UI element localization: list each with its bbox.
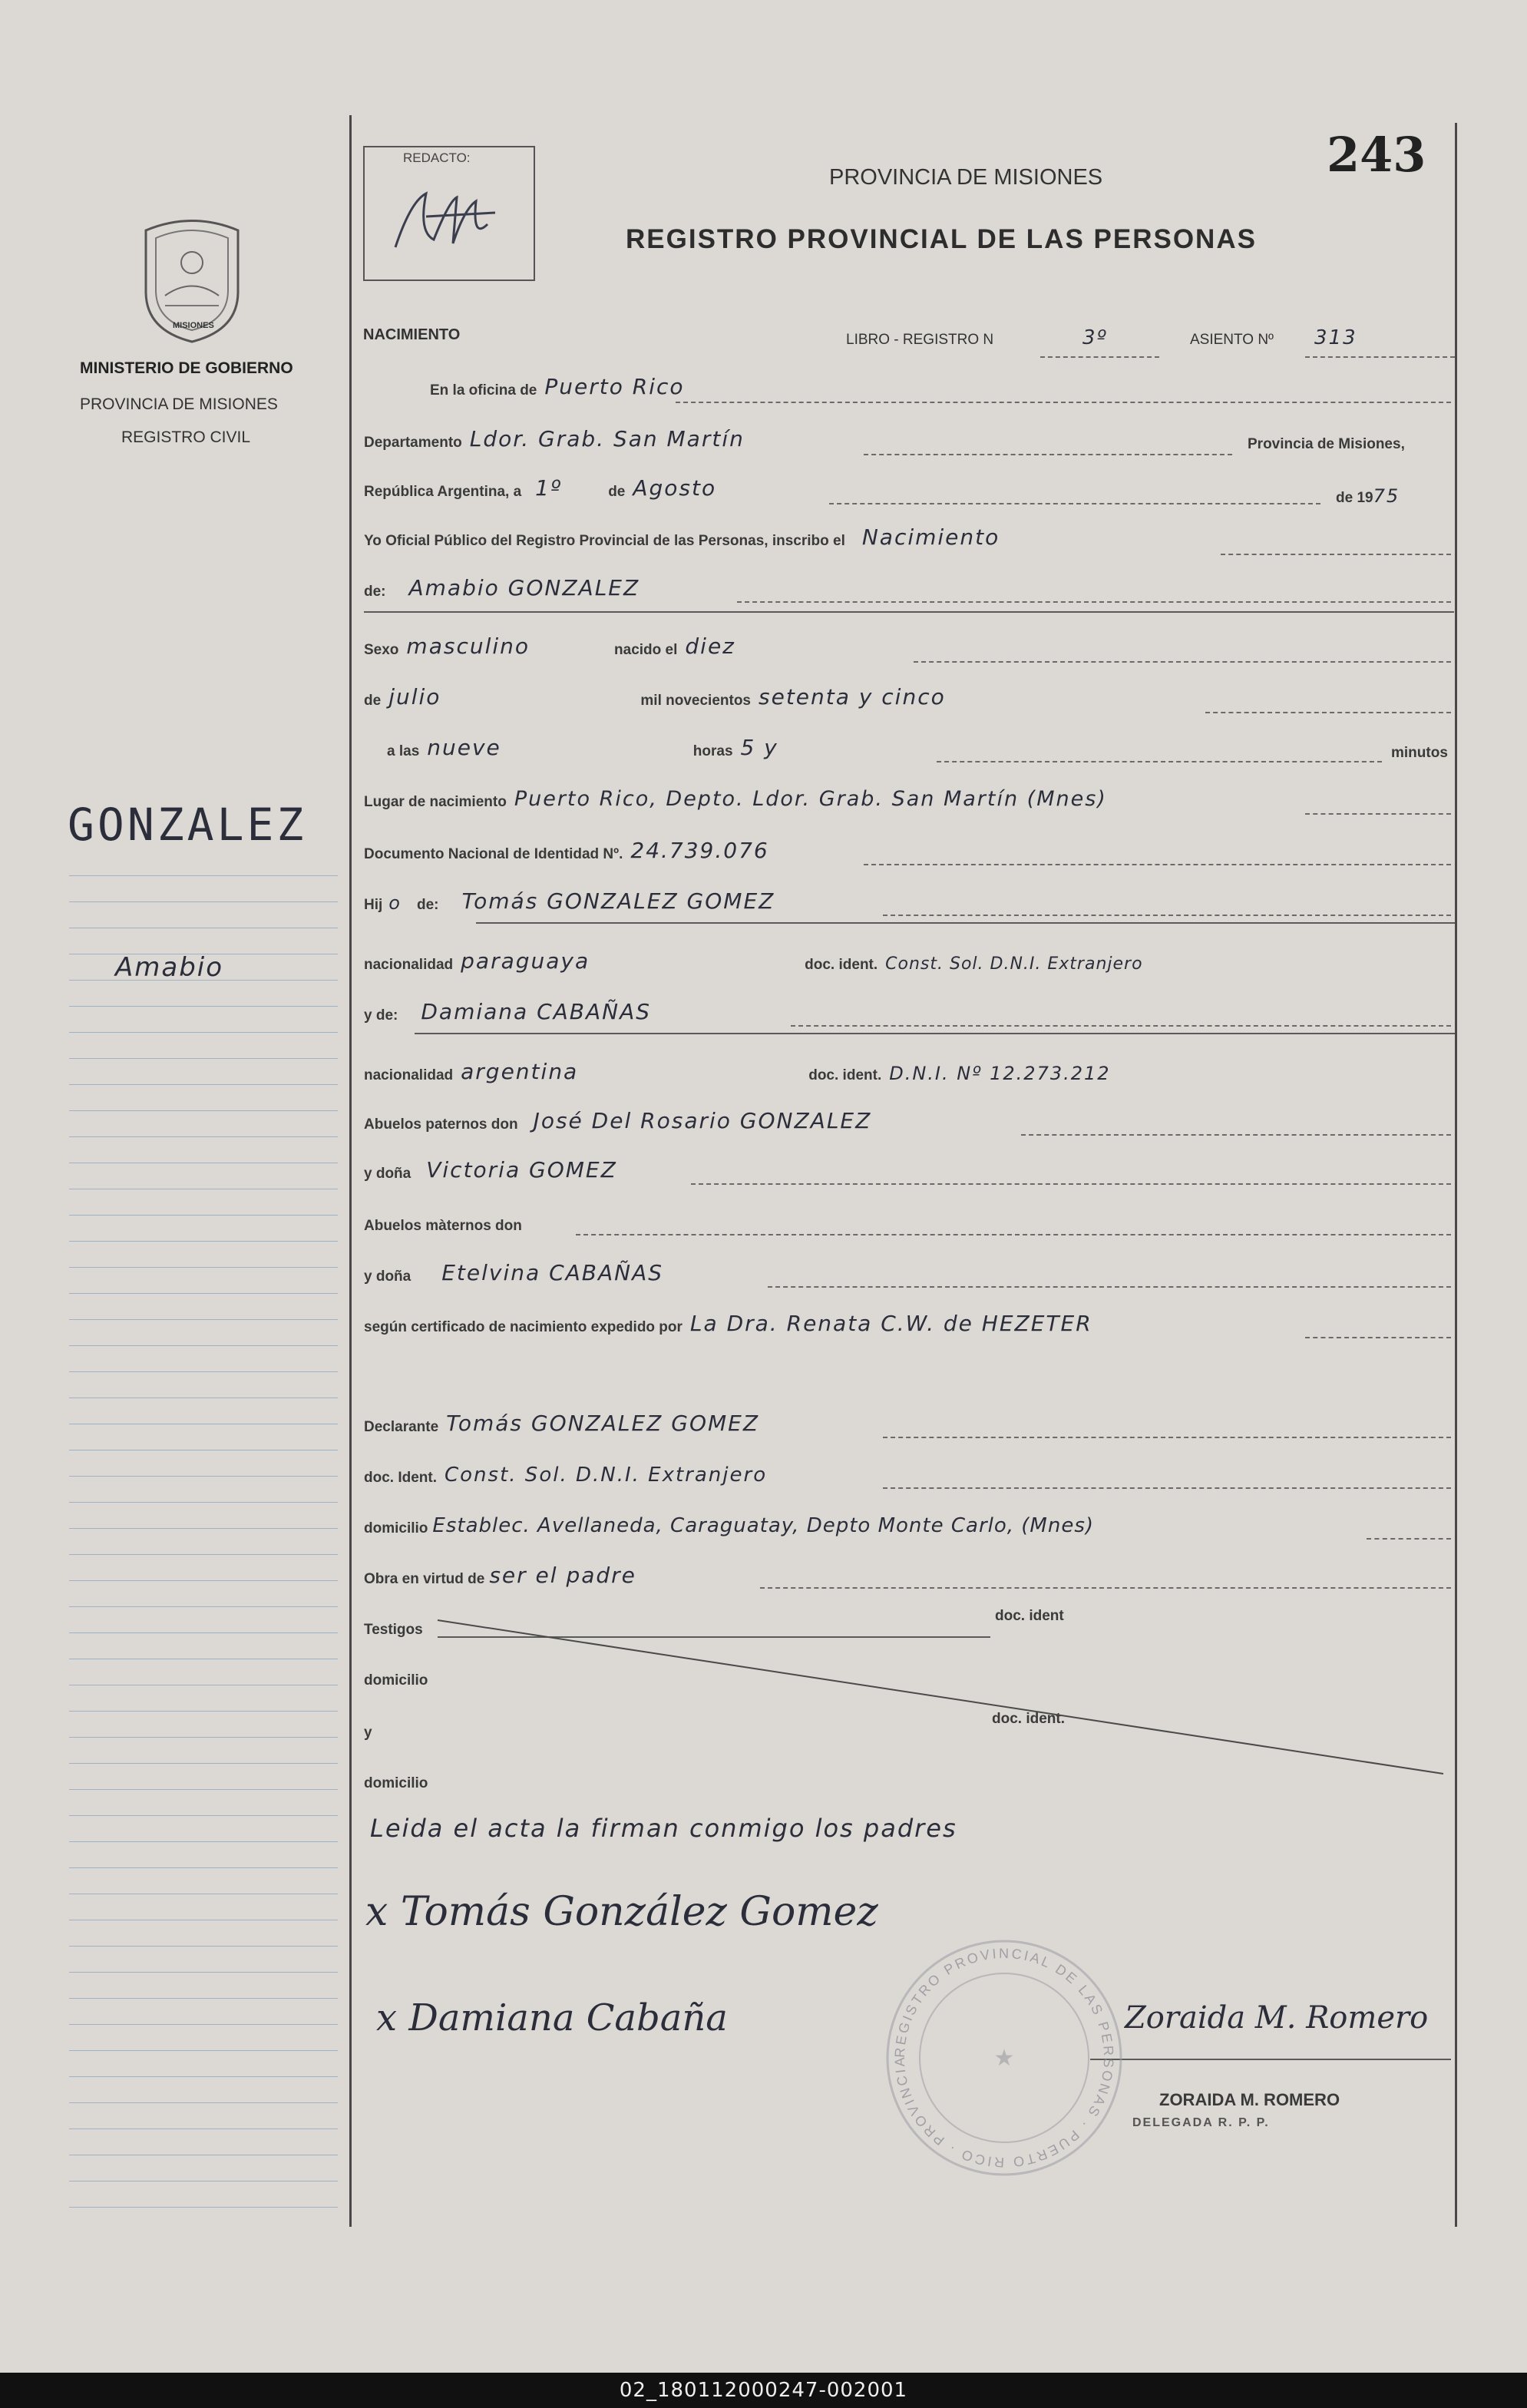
stamp-text: REGISTRO PROVINCIAL DE LAS PERSONAS · PUERTO RICO · PROVINCIA [891, 1945, 1117, 2171]
ruled-line [69, 1006, 338, 1007]
row-declarante: Declarante Tomás GONZALEZ GOMEZ [364, 1411, 760, 1436]
ruled-line [69, 1841, 338, 1842]
ruled-line [69, 2128, 338, 2129]
row-domicilio3: domicilio [364, 1775, 428, 1791]
row-madre: y de: Damiana CABAÑAS [364, 999, 652, 1024]
libro-value: 3º [1082, 326, 1108, 349]
ruled-line [69, 1711, 338, 1712]
year-field: de 1975 [1336, 485, 1400, 507]
page-number: 243 [1327, 127, 1426, 183]
signature-official: Zoraida M. Romero [1125, 2000, 1429, 2036]
registry-heading: REGISTRO PROVINCIAL DE LAS PERSONAS [626, 224, 1257, 254]
signature-mother: x Damiana Cabaña [376, 1996, 728, 2039]
row-nacionalidad-madre: nacionalidad argentina doc. ident. D.N.I. Nº 12.273.212 [364, 1059, 1111, 1084]
ruled-line [69, 2102, 338, 2103]
libro-label: LIBRO - REGISTRO N [846, 332, 994, 348]
row-y: y [364, 1725, 372, 1741]
ruled-line [69, 1580, 338, 1581]
margin-surname: GONZALEZ [68, 799, 307, 851]
ruled-line [69, 1084, 338, 1085]
ministry-title: MINISTERIO DE GOBIERNO [80, 359, 293, 377]
ruled-line [69, 1032, 338, 1033]
row-abuelos-maternos: Abuelos màternos don [364, 1218, 522, 1234]
row-obra: Obra en virtud de ser el padre [364, 1563, 636, 1588]
ruled-line [69, 1371, 338, 1372]
ruled-line [69, 1345, 338, 1346]
row-sexo: Sexo masculino nacido el diez [364, 633, 735, 659]
registry-stamp [881, 1935, 1127, 2181]
ruled-line [69, 1632, 338, 1633]
image-id: 02_180112000247-002001 [619, 2379, 908, 2402]
ruled-line [69, 2076, 338, 2077]
ruled-line [69, 1998, 338, 1999]
row-dni: Documento Nacional de Identidad Nº. 24.739.076 [364, 838, 769, 863]
ruled-line [69, 1267, 338, 1268]
ruled-line [69, 2050, 338, 2051]
row-nacionalidad-padre: nacionalidad paraguaya doc. ident. Const. Sol. D.N.I. Extranjero [364, 948, 1143, 974]
redacto-label: REDACTO: [403, 150, 471, 165]
round-stamp-icon [881, 1935, 1127, 2181]
asiento-label: ASIENTO Nº [1190, 332, 1274, 348]
row-abuela-paterna: y doña Victoria GOMEZ [364, 1157, 617, 1182]
asiento-value: 313 [1314, 326, 1357, 349]
ruled-line [69, 1502, 338, 1503]
ruled-line [69, 1215, 338, 1216]
cancel-stroke [430, 1612, 1451, 1781]
image-id-bar [0, 2373, 1527, 2408]
docident2-label: doc. ident. [992, 1711, 1065, 1727]
redacto-signature [380, 170, 518, 270]
svg-text:★: ★ [993, 2046, 1015, 2071]
ruled-line [69, 2024, 338, 2025]
ruled-line [69, 1737, 338, 1738]
ministry-province: PROVINCIA DE MISIONES [80, 395, 278, 413]
row-testigos: Testigos [364, 1622, 423, 1638]
row-certificado: según certificado de nacimiento expedido por La Dra. Renata C.W. de HEZETER [364, 1311, 1092, 1336]
row-inscribo: Yo Oficial Público del Registro Provincial de las Personas, inscribo el Nacimiento [364, 524, 1000, 550]
ruled-line [69, 1293, 338, 1294]
margin-given-name: Amabio [115, 952, 224, 983]
ruled-line [69, 2207, 338, 2208]
ruled-line [69, 901, 338, 902]
ruled-line [69, 1554, 338, 1555]
ruled-line [69, 1319, 338, 1320]
signature-father: x Tomás González Gomez [365, 1889, 878, 1935]
ruled-line [69, 1606, 338, 1607]
ruled-line [69, 1972, 338, 1973]
right-margin-rule [1455, 123, 1457, 2227]
redacto-box [363, 146, 535, 281]
minutos-label: minutos [1391, 745, 1448, 761]
row-domicilio2: domicilio [364, 1672, 428, 1689]
ruled-line [69, 1110, 338, 1111]
ruled-line [69, 1241, 338, 1242]
docident1-label: doc. ident [995, 1608, 1064, 1624]
provincial-seal [134, 215, 250, 346]
row-mes: de julio mil novecientos setenta y cinco [364, 684, 946, 710]
official-name: ZORAIDA M. ROMERO [1159, 2090, 1340, 2109]
province-heading: PROVINCIA DE MISIONES [829, 165, 1103, 190]
row-abuelos-paternos: Abuelos paternos don José Del Rosario GONZALEZ [364, 1108, 872, 1133]
ruled-line [69, 1815, 338, 1816]
row-closing: Leida el acta la firman conmigo los padres [370, 1814, 957, 1843]
row-lugar: Lugar de nacimiento Puerto Rico, Depto. Ldor. Grab. San Martín (Mnes) [364, 787, 1107, 811]
row-departamento: Departamento Ldor. Grab. San Martín [364, 426, 745, 452]
row-doc-ident: doc. Ident. Const. Sol. D.N.I. Extranjero [364, 1464, 768, 1487]
ruled-line [69, 1058, 338, 1059]
row-abuela-materna: y doña Etelvina CABAÑAS [364, 1260, 664, 1285]
row-person: de: Amabio GONZALEZ [364, 575, 640, 600]
ruled-line [69, 1136, 338, 1137]
ministry-civil: REGISTRO CIVIL [121, 428, 251, 446]
ruled-line [69, 875, 338, 876]
left-margin-rule [349, 115, 352, 2227]
row-hijo: Hij o de: Tomás GONZALEZ GOMEZ [364, 888, 775, 914]
row-oficina: En la oficina de Puerto Rico [430, 374, 685, 399]
row-horas: a las nueve horas 5 y [387, 735, 778, 760]
ruled-line [69, 1946, 338, 1947]
seal-label: MISIONES [173, 321, 214, 330]
provincia-suffix: Provincia de Misiones, [1248, 436, 1405, 452]
row-republica: República Argentina, a 1º de Agosto [364, 475, 717, 501]
ruled-line [69, 1528, 338, 1529]
ruled-line [69, 1867, 338, 1868]
official-title: DELEGADA R. P. P. [1132, 2116, 1270, 2129]
ruled-line [69, 1789, 338, 1790]
section-title: NACIMIENTO [363, 326, 461, 343]
ruled-line [69, 1763, 338, 1764]
ruled-line [69, 1476, 338, 1477]
row-domicilio: domicilio Establec. Avellaneda, Caraguatay, Depto Monte Carlo, (Mnes) [364, 1514, 1095, 1537]
